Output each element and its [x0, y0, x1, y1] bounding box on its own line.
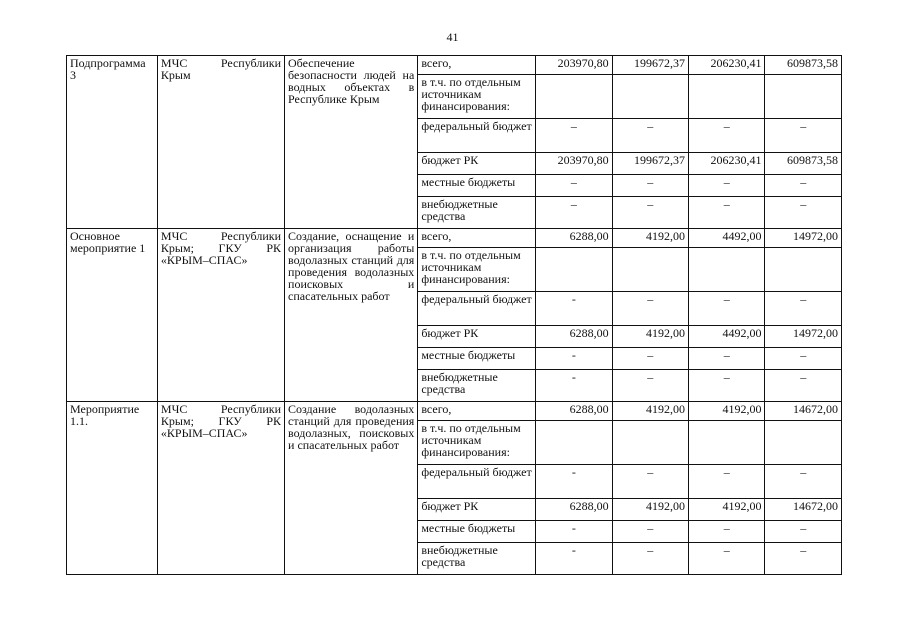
amount-cell: - — [536, 521, 612, 543]
amount-cell: 6288,00 — [536, 499, 612, 521]
amount-cell — [689, 421, 765, 465]
description-cell: Создание водолазных станций для проведения водолазных, поисковых и спасательных работ — [285, 402, 418, 575]
amount-cell — [612, 248, 688, 292]
funding-source-cell: бюджет РК — [418, 153, 536, 175]
amount-cell: – — [612, 292, 688, 326]
amount-cell: 609873,58 — [765, 153, 842, 175]
amount-cell: 206230,41 — [689, 153, 765, 175]
amount-cell: – — [536, 197, 612, 229]
responsible-cell: МЧС Республики Крым; ГКУ РК «КРЫМ–СПАС» — [157, 229, 284, 402]
amount-cell — [612, 75, 688, 119]
amount-cell: 6288,00 — [536, 402, 612, 421]
funding-source-cell: внебюджетные средства — [418, 197, 536, 229]
amount-cell: 4192,00 — [612, 402, 688, 421]
funding-source-cell: местные бюджеты — [418, 348, 536, 370]
amount-cell: – — [765, 119, 842, 153]
amount-cell: – — [689, 175, 765, 197]
amount-cell: - — [536, 370, 612, 402]
amount-cell: 203970,80 — [536, 153, 612, 175]
amount-cell: 609873,58 — [765, 56, 842, 75]
amount-cell: 4192,00 — [612, 499, 688, 521]
amount-cell: – — [536, 119, 612, 153]
program-cell: Мероприятие 1.1. — [67, 402, 158, 575]
amount-cell: – — [765, 465, 842, 499]
funding-source-cell: федеральный бюджет — [418, 292, 536, 326]
amount-cell: 4492,00 — [689, 326, 765, 348]
amount-cell: – — [689, 370, 765, 402]
description-cell: Создание, оснащение и организация работы водолазных станций для проведения водолазных поисковых и спасательных работ — [285, 229, 418, 402]
amount-cell: 206230,41 — [689, 56, 765, 75]
amount-cell: – — [765, 543, 842, 575]
amount-cell: 6288,00 — [536, 326, 612, 348]
amount-cell: – — [612, 348, 688, 370]
amount-cell: – — [612, 465, 688, 499]
funding-source-cell: бюджет РК — [418, 326, 536, 348]
amount-cell: – — [612, 197, 688, 229]
amount-cell: – — [765, 175, 842, 197]
funding-source-cell: в т.ч. по отдельным источникам финансирования: — [418, 75, 536, 119]
amount-cell — [689, 248, 765, 292]
funding-source-cell: федеральный бюджет — [418, 465, 536, 499]
amount-cell: - — [536, 543, 612, 575]
amount-cell: – — [765, 521, 842, 543]
amount-cell — [765, 75, 842, 119]
amount-cell — [536, 421, 612, 465]
amount-cell: - — [536, 292, 612, 326]
budget-table-body — [67, 56, 842, 575]
amount-cell: – — [689, 543, 765, 575]
amount-cell: – — [612, 370, 688, 402]
amount-cell: 4492,00 — [689, 229, 765, 248]
amount-cell: 4192,00 — [612, 326, 688, 348]
amount-cell: - — [536, 348, 612, 370]
budget-table — [66, 55, 842, 575]
funding-source-cell: всего, — [418, 56, 536, 75]
amount-cell — [765, 248, 842, 292]
amount-cell: 14972,00 — [765, 229, 842, 248]
amount-cell: – — [765, 348, 842, 370]
funding-source-cell: в т.ч. по отдельным источникам финансирования: — [418, 248, 536, 292]
amount-cell: – — [689, 197, 765, 229]
funding-source-cell: местные бюджеты — [418, 521, 536, 543]
funding-source-cell: бюджет РК — [418, 499, 536, 521]
amount-cell: 4192,00 — [689, 499, 765, 521]
funding-source-cell: местные бюджеты — [418, 175, 536, 197]
responsible-cell: МЧС Республики Крым; ГКУ РК «КРЫМ–СПАС» — [157, 402, 284, 575]
amount-cell — [689, 75, 765, 119]
amount-cell: 4192,00 — [689, 402, 765, 421]
table-row — [67, 229, 842, 248]
funding-source-cell: внебюджетные средства — [418, 370, 536, 402]
amount-cell: 14672,00 — [765, 499, 842, 521]
program-cell: Подпрограмма 3 — [67, 56, 158, 229]
funding-source-cell: всего, — [418, 402, 536, 421]
amount-cell: – — [612, 175, 688, 197]
amount-cell: – — [689, 521, 765, 543]
amount-cell — [536, 75, 612, 119]
program-cell: Основное мероприятие 1 — [67, 229, 158, 402]
responsible-cell: МЧС Республики Крым — [157, 56, 284, 229]
amount-cell: – — [689, 292, 765, 326]
funding-source-cell: внебюджетные средства — [418, 543, 536, 575]
page-number: 41 — [446, 30, 459, 44]
amount-cell: – — [612, 543, 688, 575]
amount-cell: 203970,80 — [536, 56, 612, 75]
amount-cell: - — [536, 465, 612, 499]
amount-cell: – — [765, 370, 842, 402]
amount-cell: – — [612, 521, 688, 543]
amount-cell: – — [612, 119, 688, 153]
amount-cell: – — [536, 175, 612, 197]
amount-cell: 6288,00 — [536, 229, 612, 248]
amount-cell: 199672,37 — [612, 56, 688, 75]
amount-cell: – — [689, 348, 765, 370]
amount-cell: – — [689, 119, 765, 153]
funding-source-cell: всего, — [418, 229, 536, 248]
funding-source-cell: федеральный бюджет — [418, 119, 536, 153]
amount-cell: 4192,00 — [612, 229, 688, 248]
funding-source-cell: в т.ч. по отдельным источникам финансирования: — [418, 421, 536, 465]
amount-cell — [536, 248, 612, 292]
amount-cell — [612, 421, 688, 465]
amount-cell: 199672,37 — [612, 153, 688, 175]
table-row — [67, 402, 842, 421]
amount-cell: – — [689, 465, 765, 499]
description-cell: Обеспечение безопасности людей на водных объектах в Республике Крым — [285, 56, 418, 229]
amount-cell: 14672,00 — [765, 402, 842, 421]
amount-cell: – — [765, 197, 842, 229]
table-row — [67, 56, 842, 75]
amount-cell — [765, 421, 842, 465]
amount-cell: – — [765, 292, 842, 326]
amount-cell: 14972,00 — [765, 326, 842, 348]
